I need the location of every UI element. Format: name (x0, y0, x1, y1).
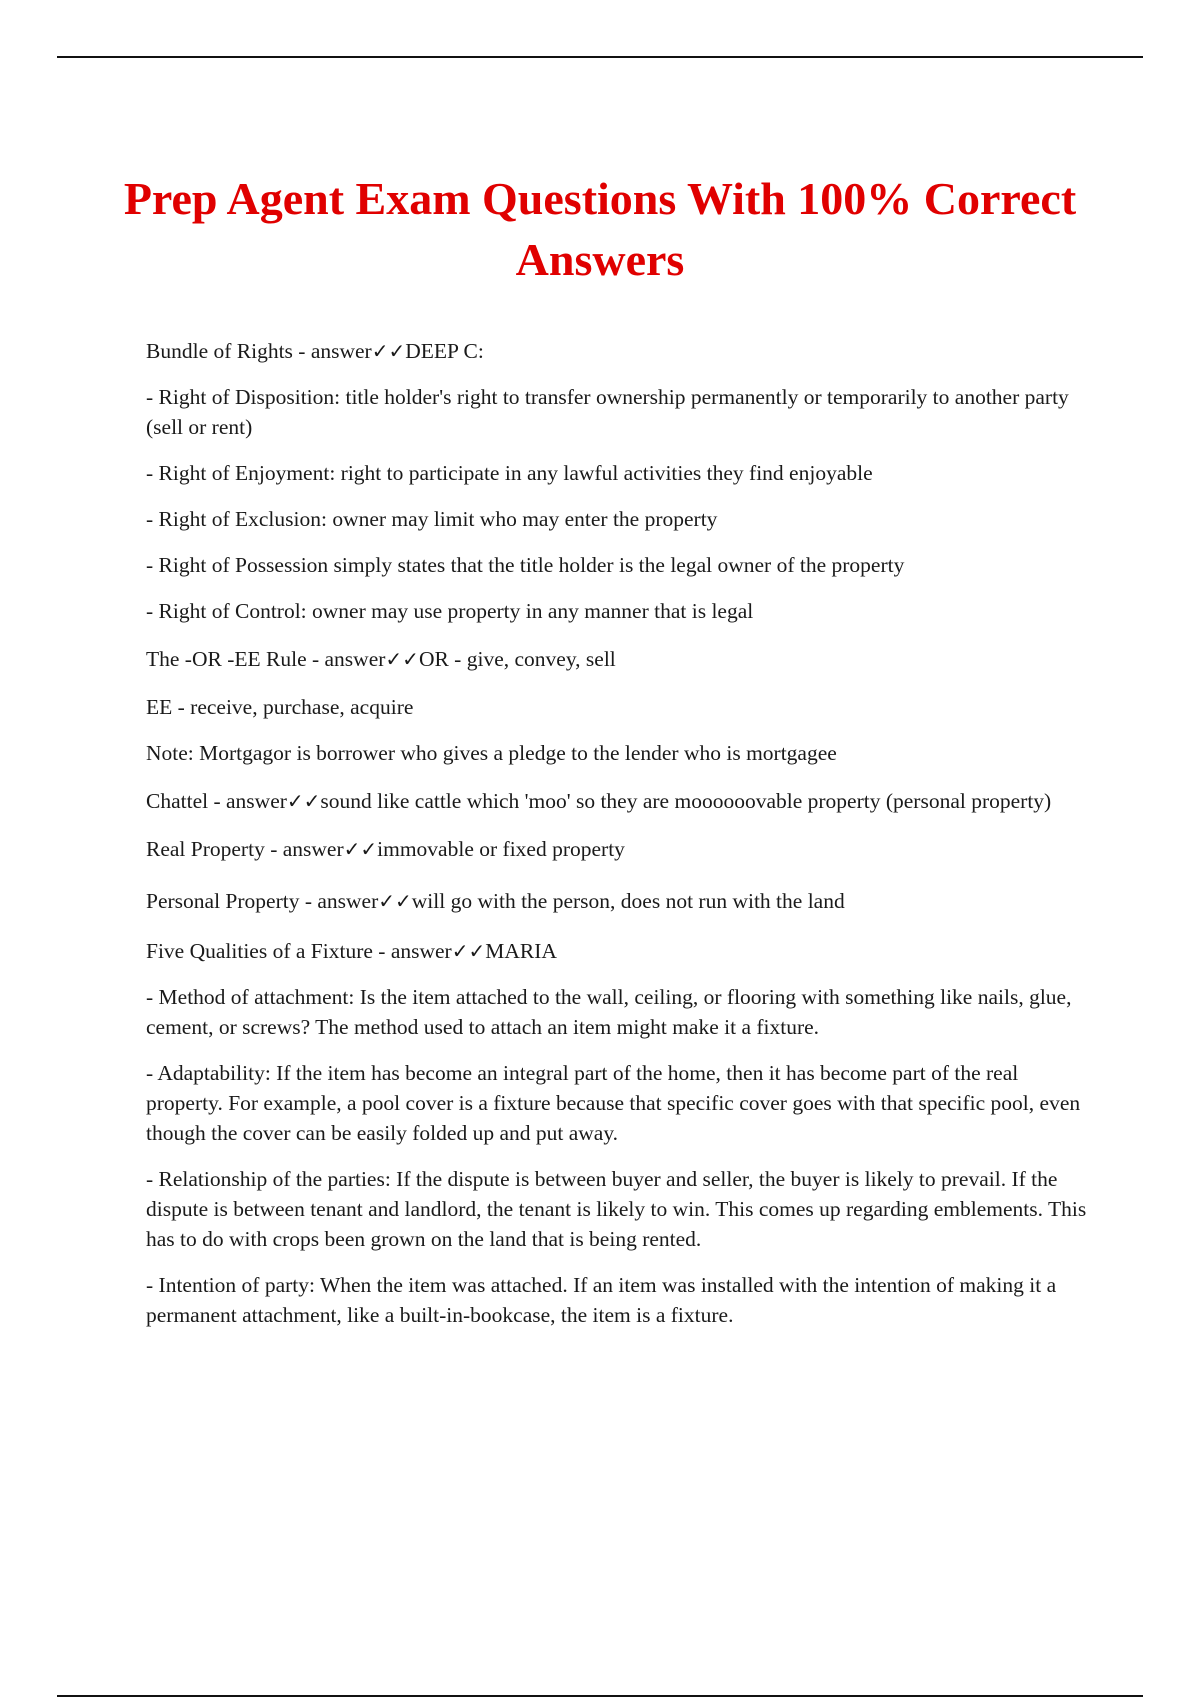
body-paragraph: - Right of Enjoyment: right to participate in any lawful activities they find enjoyable (146, 461, 873, 485)
body-paragraph: - Relationship of the parties: If the dispute is between buyer and seller, the buyer is likely to prevail. If the dispute is between tenant and landlord, the tenant is likely to win. This comes up regarding emblements. This has to do with crops been grown on the land that is being rented. (146, 1167, 1087, 1251)
qa-paragraph (146, 936, 1091, 966)
question-text: Real Property - answer (146, 837, 344, 861)
question-text: Chattel - answer (146, 789, 287, 813)
check-mark-icon: ✓✓ (286, 789, 321, 813)
check-mark-icon: ✓✓ (451, 939, 486, 963)
body-paragraph: EE - receive, purchase, acquire (146, 695, 414, 719)
answer-text: MARIA (485, 939, 557, 963)
document-body (146, 336, 1091, 1330)
qa-paragraph (146, 786, 1091, 816)
check-mark-icon: ✓✓ (371, 339, 406, 363)
qa-paragraph (146, 834, 1091, 864)
answer-text: immovable or fixed property (377, 837, 625, 861)
body-paragraph: - Method of attachment: Is the item attached to the wall, ceiling, or flooring with something like nails, glue, cement, or screws? The method used to attach an item might make it a fixture. (146, 985, 1072, 1039)
question-text: Five Qualities of a Fixture - answer (146, 939, 452, 963)
body-paragraph: - Adaptability: If the item has become an integral part of the home, then it has become part of the real property. For example, a pool cover is a fixture because that specific cover goes with that specific pool, even though the cover can be easily folded up and put away. (146, 1061, 1081, 1145)
body-paragraph: - Right of Disposition: title holder's right to transfer ownership permanently or temporarily to another party (sell or rent) (146, 385, 1069, 439)
footer-rule (57, 1695, 1143, 1697)
body-paragraph: - Right of Control: owner may use property in any manner that is legal (146, 599, 754, 623)
qa-paragraph (146, 336, 1091, 366)
body-paragraph: - Intention of party: When the item was attached. If an item was installed with the intention of making it a permanent attachment, like a built-in-bookcase, the item is a fixture. (146, 1273, 1057, 1327)
qa-paragraph (146, 886, 1091, 916)
qa-paragraph (146, 644, 1091, 674)
check-mark-icon: ✓✓ (343, 837, 378, 861)
question-text: Bundle of Rights - answer (146, 339, 372, 363)
document-title: Prep Agent Exam Questions With 100% Correct Answers (123, 173, 1077, 285)
answer-text: will go with the person, does not run with the land (411, 889, 845, 913)
body-paragraph: - Right of Possession simply states that the title holder is the legal owner of the property (146, 553, 905, 577)
header-rule (57, 56, 1143, 58)
question-text: Personal Property - answer (146, 889, 379, 913)
answer-text: DEEP C: (405, 339, 484, 363)
body-paragraph: Note: Mortgagor is borrower who gives a pledge to the lender who is mortgagee (146, 741, 837, 765)
body-paragraph: - Right of Exclusion: owner may limit who may enter the property (146, 507, 718, 531)
check-mark-icon: ✓✓ (378, 889, 412, 913)
question-text: The -OR -EE Rule - answer (146, 647, 386, 671)
check-mark-icon: ✓✓ (385, 647, 419, 671)
answer-text: OR - give, convey, sell (418, 647, 616, 671)
answer-text: sound like cattle which 'moo' so they are moooooovable property (personal property) (320, 789, 1052, 813)
